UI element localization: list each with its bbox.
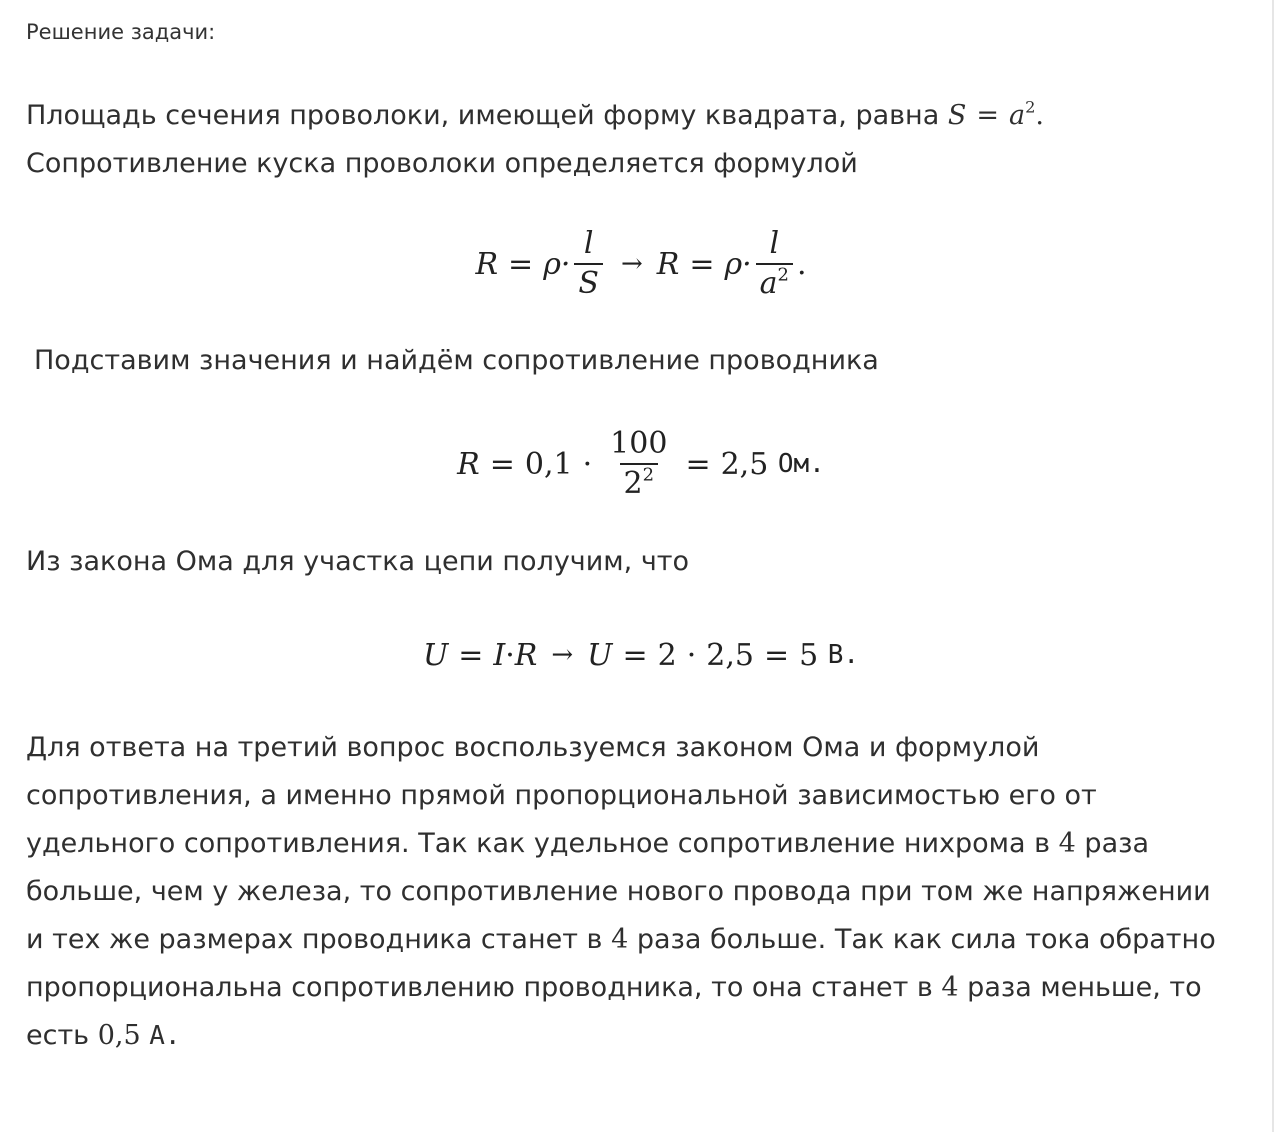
- answer-unit: А.: [149, 1021, 181, 1051]
- formula-resistance-value: R = 0,1 · $\frac{100}{2^2}$ = 2,5 Ом.: [457, 426, 825, 501]
- solution-heading: Решение задачи:: [26, 20, 216, 44]
- formula-voltage: U = I · R → U = 2 · 2,5 = 5 В.: [422, 637, 860, 673]
- fraction: $\frac{100}{2^2}$: [610, 426, 668, 501]
- text: Площадь сечения проволоки, имеющей форму квадрата, равна: [26, 100, 948, 131]
- fraction: $\frac{l}{S}$: [574, 227, 603, 301]
- arrow-icon: →: [551, 640, 574, 670]
- paragraph-answer: Для ответа на третий вопрос воспользуемся законом Ома и формулой сопротивления, а именно прямой пропорциональной зависимостью его от удельного сопротивления. Так как удельное сопротивление нихрома в 4 раза больше, чем у железа, то сопротивление нового провода при том же напряжении и тех же размерах проводника станет в 4 раза больше. Так как сила тока обратно пропорциональна сопротивлению проводника, то она станет в 4 раза меньше, то есть 0,5 А.: [26, 732, 1216, 1051]
- right-divider: [1272, 0, 1274, 1132]
- inline-formula-area: $S = a^2$.: [947, 97, 1044, 131]
- paragraph-substitute: Подставим значения и найдём сопротивление проводника: [34, 345, 879, 376]
- fraction: $\frac{l}{a^2}$: [756, 227, 793, 301]
- answer-value: 0,5: [97, 1020, 141, 1051]
- text: Сопротивление куска проволоки определяется формулой: [26, 148, 858, 179]
- arrow-icon: →: [620, 249, 643, 279]
- paragraph-ohm-law: Из закона Ома для участка цепи получим, что: [26, 546, 690, 577]
- paragraph-cross-section: [26, 92, 1044, 188]
- formula-resistance: R = ρ· $\frac{l}{S}$ → R = ρ· $\frac{l}{a^2}$ .: [475, 226, 807, 301]
